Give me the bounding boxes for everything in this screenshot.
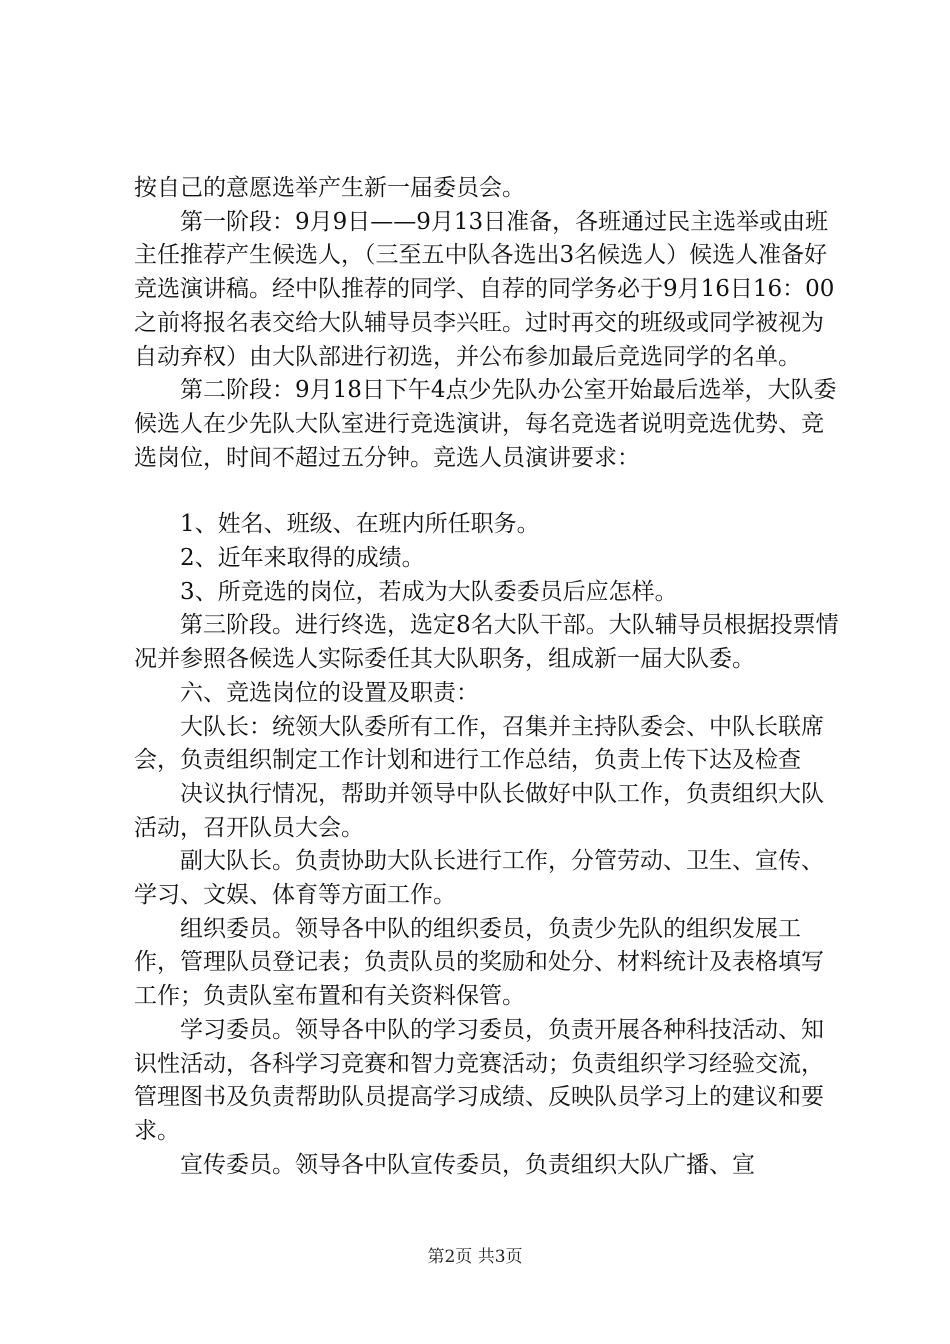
paragraph-publicity-member: 宣传委员。领导各中队宣传委员，负责组织大队广播、宣 <box>180 1151 755 1178</box>
paragraph-stage-3: 第三阶段。进行终选，选定8名大队干部。大队辅导员根据投票情况并参照各候选人实际委任其大队职务，组成新一届大队委。 <box>134 612 839 673</box>
page-number-footer: 第2页 共3页 <box>427 1247 523 1267</box>
paragraph-captain: 大队长：统领大队委所有工作，召集并主持队委会、中队长联席会，负责组织制定工作计划和进行工作总结，负责上传下达及检查 <box>134 713 824 774</box>
paragraph-organization-member: 组织委员。领导各中队的组织委员，负责少先队的组织发展工作，管理队员登记表；负责队员的奖励和处分、材料统计及表格填写工作；负责队室布置和有关资料保管。 <box>134 915 824 1010</box>
section-heading-positions: 六、竞选岗位的设置及职责： <box>180 679 479 706</box>
paragraph-vice-captain: 副大队长。负责协助大队长进行工作，分管劳动、卫生、宣传、学习、文娱、体育等方面工作。 <box>134 848 824 909</box>
list-item-requirement-2: 2、近年来取得的成绩。 <box>180 545 425 572</box>
paragraph-study-member: 学习委员。领导各中队的学习委员，负责开展各种科技活动、知识性活动，各科学习竞赛和智力竞赛活动；负责组织学习经验交流，管理图书及负责帮助队员提高学习成绩、反映队员学习上的建议和要求。 <box>134 1016 824 1144</box>
paragraph-stage-1: 第一阶段：9月9日——9月13日准备，各班通过民主选举或由班主任推荐产生候选人，（三至五中队各选出3名候选人）候选人准备好竞选演讲稿。经中队推荐的同学、自荐的同学务必于9月16日16：00之前将报名表交给大队辅导员李兴旺。过时再交的班级或同学被视为自动弃权）由大队部进行初选，并公布参加最后竞选同学的名单。 <box>134 208 835 370</box>
document-body <box>134 172 846 1182</box>
blank-line <box>134 475 846 508</box>
paragraph-intro: 按自己的意愿选举产生新一届委员会。 <box>134 175 525 201</box>
paragraph-stage-2: 第二阶段：9月18日下午4点少先队办公室开始最后选举，大队委候选人在少先队大队室进行竞选演讲，每名竞选者说明竞选优势、竞选岗位，时间不超过五分钟。竞选人员演讲要求： <box>134 377 837 471</box>
list-item-requirement-1: 1、姓名、班级、在班内所任职务。 <box>180 511 540 538</box>
paragraph-captain-continued: 决议执行情况，帮助并领导中队长做好中队工作，负责组织大队活动，召开队员大会。 <box>134 780 824 841</box>
list-item-requirement-3: 3、所竞选的岗位，若成为大队委委员后应怎样。 <box>180 578 678 605</box>
